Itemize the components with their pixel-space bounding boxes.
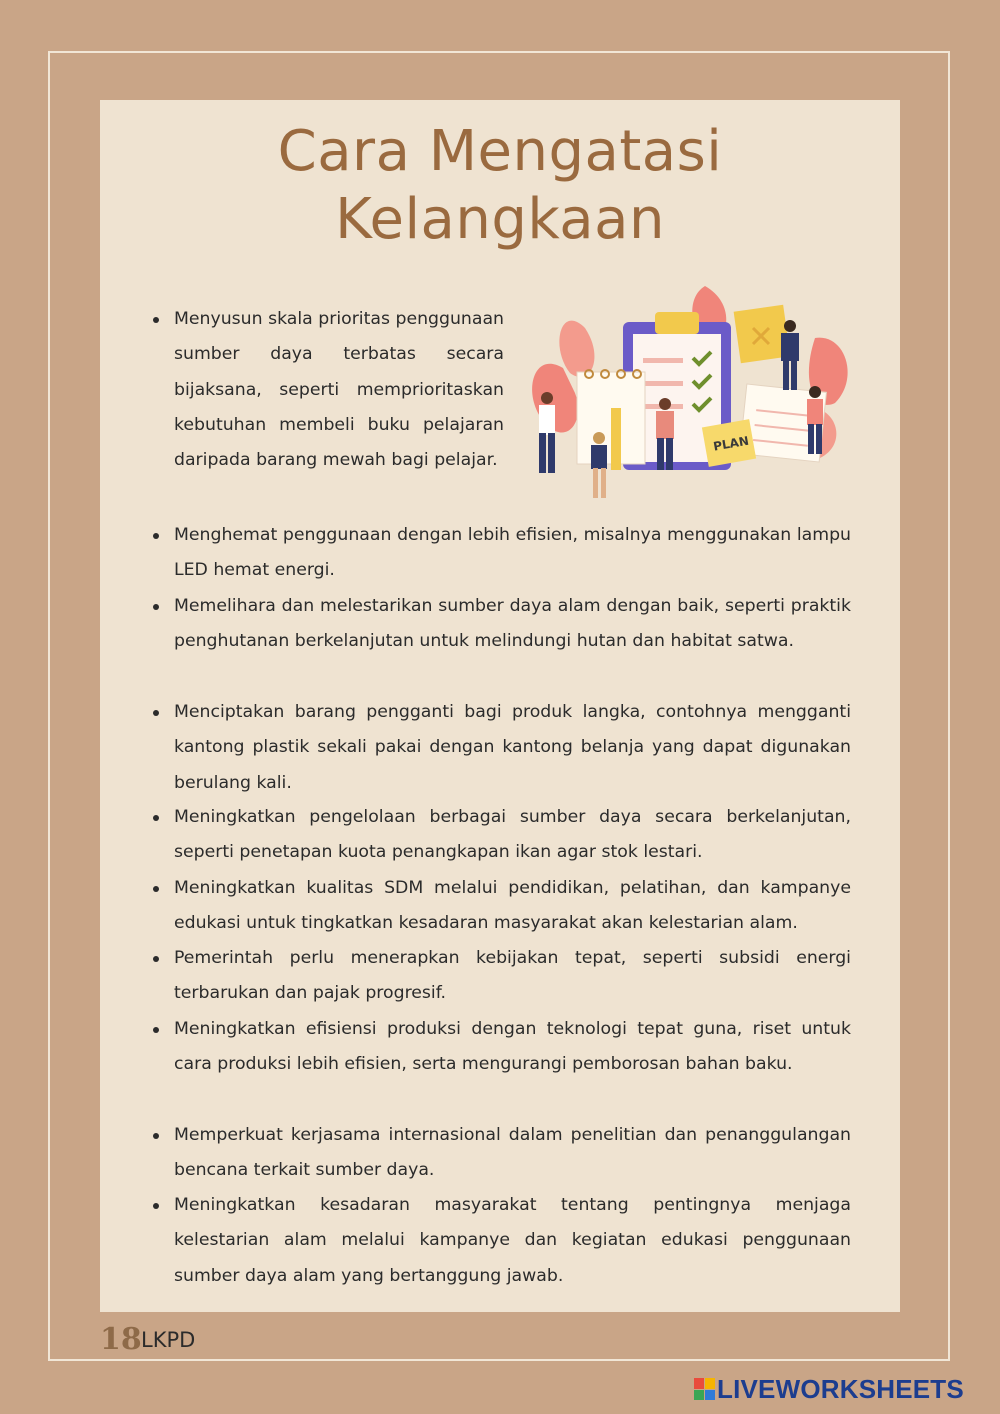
planning-illustration [515, 278, 860, 506]
paper-line [643, 358, 683, 363]
list-item: Meningkatkan kesadaran masyarakat tentang pentingnya menjaga kelestarian alam melalui kampanye dan kegiatan edukasi penggunaan sumber daya alam yang bertanggung jawab. [174, 1188, 851, 1294]
leaf-left-top [559, 321, 594, 377]
list-item: Meningkatkan kualitas SDM melalui pendidikan, pelatihan, dan kampanye edukasi untuk tingkatkan kesadaran masyarakat akan kelestarian alam. [174, 871, 851, 942]
liveworksheets-text: LIVEWORKSHEETS [717, 1373, 964, 1404]
plan-label: PLAN [712, 433, 750, 454]
page-title-line-1: Cara Mengatasi [277, 119, 723, 184]
list-item: Menghemat penggunaan dengan lebih efisien, misalnya menggunakan lampu LED hemat energi. [174, 518, 851, 589]
list-item: Memelihara dan melestarikan sumber daya alam dengan baik, seperti praktik penghutanan berkelanjutan untuk melindungi hutan dan habitat satwa. [174, 589, 851, 660]
list-item: Memperkuat kerjasama internasional dalam penelitian dan penanggulangan bencana terkait sumber daya. [174, 1118, 851, 1189]
page-number: 18 [100, 1322, 142, 1357]
paper-line [643, 381, 683, 386]
liveworksheets-watermark [694, 1373, 964, 1404]
pencil [611, 408, 621, 470]
page-title-line-2: Kelangkaan [335, 187, 665, 252]
list-item: Pemerintah perlu menerapkan kebijakan tepat, seperti subsidi energi terbarukan dan pajak progresif. [174, 941, 851, 1012]
page-title [100, 118, 900, 254]
list-item: Meningkatkan pengelolaan berbagai sumber daya secara berkelanjutan, seperti penetapan kuota penangkapan ikan agar stok lestari. [174, 800, 851, 871]
clipboard-clip [655, 312, 699, 334]
list-item: Meningkatkan efisiensi produksi dengan teknologi tepat guna, riset untuk cara produksi lebih efisien, serta mengurangi pemborosan bahan baku. [174, 1012, 851, 1083]
list-item: Menciptakan barang pengganti bagi produk langka, contohnya mengganti kantong plastik sekali pakai dengan kantong belanja yang dapat digunakan berulang kali. [174, 695, 851, 801]
liveworksheets-logo [694, 1378, 714, 1400]
list-item: Menyusun skala prioritas penggunaan sumber daya terbatas secara bijaksana, seperti memprioritaskan kebutuhan membeli buku pelajaran daripada barang mewah bagi pelajar. [174, 302, 504, 478]
footer-label: LKPD [141, 1328, 196, 1352]
